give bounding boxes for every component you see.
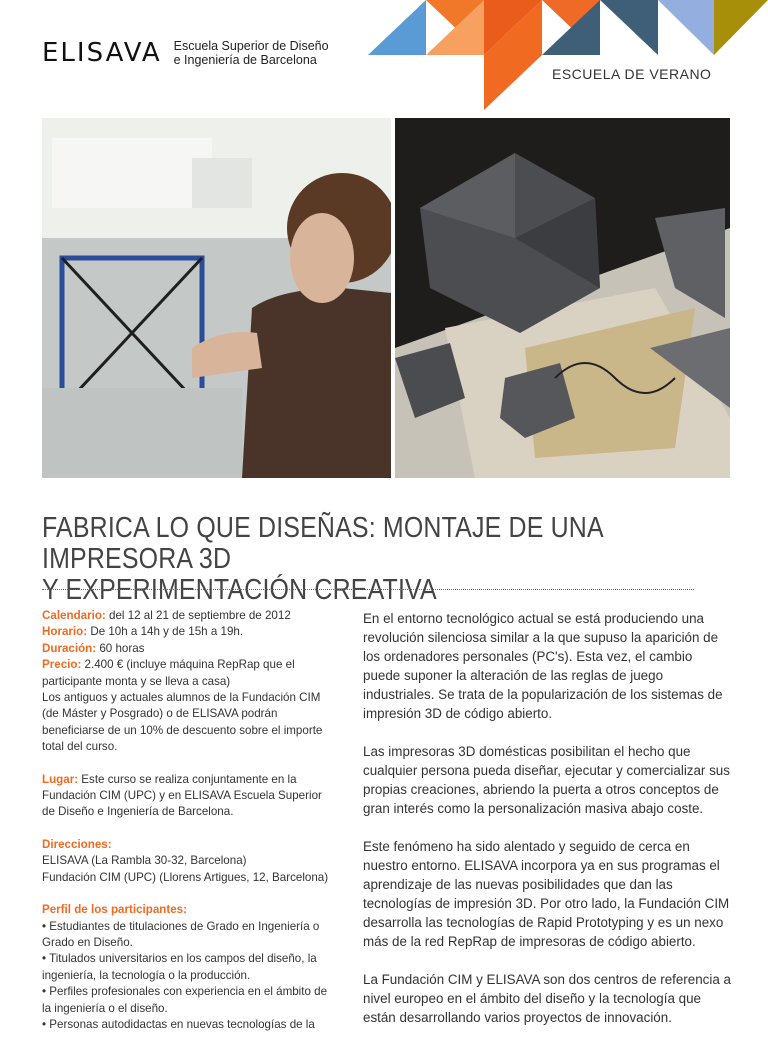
profile-item: • Titulados universitarios en los campos del diseño, la ingeniería, la tecnología o la producción.	[42, 952, 317, 982]
description-paragraph: La Fundación CIM y ELISAVA son dos centros de referencia a nivel europeo en el ámbito del diseño y la tecnología que están desarrollando varios proyectos de innovación.	[363, 972, 731, 1025]
price-note: Los antiguos y actuales alumnos de la Fundación CIM (de Máster y Posgrado) o de ELISAVA podrán beneficiarse de un 10% de descuento sobre el importe total del curso.	[42, 691, 323, 754]
triangle-olive	[714, 0, 768, 55]
address-elisava: ELISAVA (La Rambla 30-32, Barcelona)	[42, 854, 247, 868]
schedule-value: De 10h a 14h y de 15h a 19h.	[87, 625, 244, 639]
photo-student-printer	[42, 118, 391, 478]
schedule-label: Horario:	[42, 625, 88, 639]
title-line-2: Y EXPERIMENTACIÓN CREATIVA	[42, 574, 437, 606]
duration-row	[42, 641, 334, 657]
description-paragraph: Este fenómeno ha sido alentado y seguido de cerca en nuestro entorno. ELISAVA incorpora ya en sus programas el aprendizaje de las nuevas posibilidades que dan las tecnologías de impresión 3D. Por otro lado, la Fundación CIM desarrolla las tecnologías de Rapid Prototyping y es un nexo más de la red RepRap de impresoras de código abierto.	[363, 839, 730, 949]
profile-item: • Estudiantes de titulaciones de Grado en Ingeniería o Grado en Diseño.	[42, 919, 320, 949]
address-cim: Fundación CIM (UPC) (Llorens Artigues, 12, Barcelona)	[42, 870, 329, 884]
triangle-blue	[368, 0, 426, 55]
triangle-navy-2	[600, 0, 658, 55]
triangle-orange-bottom	[484, 55, 542, 110]
page-title	[42, 513, 635, 606]
description-paragraph: En el entorno tecnológico actual se está produciendo una revolución silenciosa similar a la que supuso la aparición de los ordenadores personales (PC's). Esta vez, el cambio puede suponer la alteración de las reglas de juego industriales. Se trata de la popularización de los sistemas de impresión 3D de código abierto.	[363, 611, 723, 721]
course-description	[363, 609, 733, 1046]
schedule-row	[42, 624, 334, 640]
addresses-label: Direcciones:	[42, 837, 112, 851]
title-line-1: FABRICA LO QUE DISEÑAS: MONTAJE DE UNA IMPRESORA 3D	[42, 512, 603, 575]
tagline-line-1: Escuela Superior de Diseño	[173, 39, 329, 53]
profile-row	[42, 902, 334, 918]
triangle-light-blue	[658, 0, 714, 55]
duration-value: 60 horas	[96, 641, 145, 655]
place-row	[42, 772, 334, 821]
profile-item: • Perfiles profesionales con experiencia en el ámbito de la ingeniería o el diseño.	[42, 985, 328, 1015]
photo-3d-printed-objects	[395, 118, 730, 478]
tagline-line-2: e Ingeniería de Barcelona	[173, 53, 317, 67]
profile-label: Perfil de los participantes:	[42, 903, 187, 917]
calendar-label: Calendario:	[42, 609, 106, 622]
place-label: Lugar:	[42, 772, 79, 786]
place-value: Este curso se realiza conjuntamente en la Fundación CIM (UPC) y en ELISAVA Escuela Superior de Diseño e Ingeniería de Barcelona.	[42, 772, 322, 819]
price-row	[42, 657, 334, 690]
duration-label: Duración:	[42, 641, 97, 655]
price-label: Precio:	[42, 658, 82, 672]
addresses-row	[42, 837, 334, 853]
brand-header	[42, 38, 329, 68]
dotted-divider	[42, 589, 694, 590]
program-label: ESCUELA DE VERANO	[552, 66, 712, 82]
course-details	[42, 608, 334, 1033]
description-paragraph: Las impresoras 3D domésticas posibilitan el hecho que cualquier persona pueda diseñar, ejecutar y comercializar sus propias creaciones, abriendo la puerta a otros conceptos de gran interés como la personalización masiva abajo coste.	[363, 744, 730, 816]
profile-item: • Personas autodidactas en nuevas tecnologías de la	[42, 1017, 315, 1031]
calendar-row	[42, 608, 334, 624]
price-value: 2.400 € (incluye máquina RepRap que el participante monta y se lleva a casa)	[42, 658, 295, 688]
calendar-value: del 12 al 21 de septiembre de 2012	[105, 609, 291, 622]
brand-tagline	[174, 39, 329, 67]
elisava-logo: ELISAVA	[42, 38, 162, 68]
decorative-triangles	[368, 0, 768, 112]
